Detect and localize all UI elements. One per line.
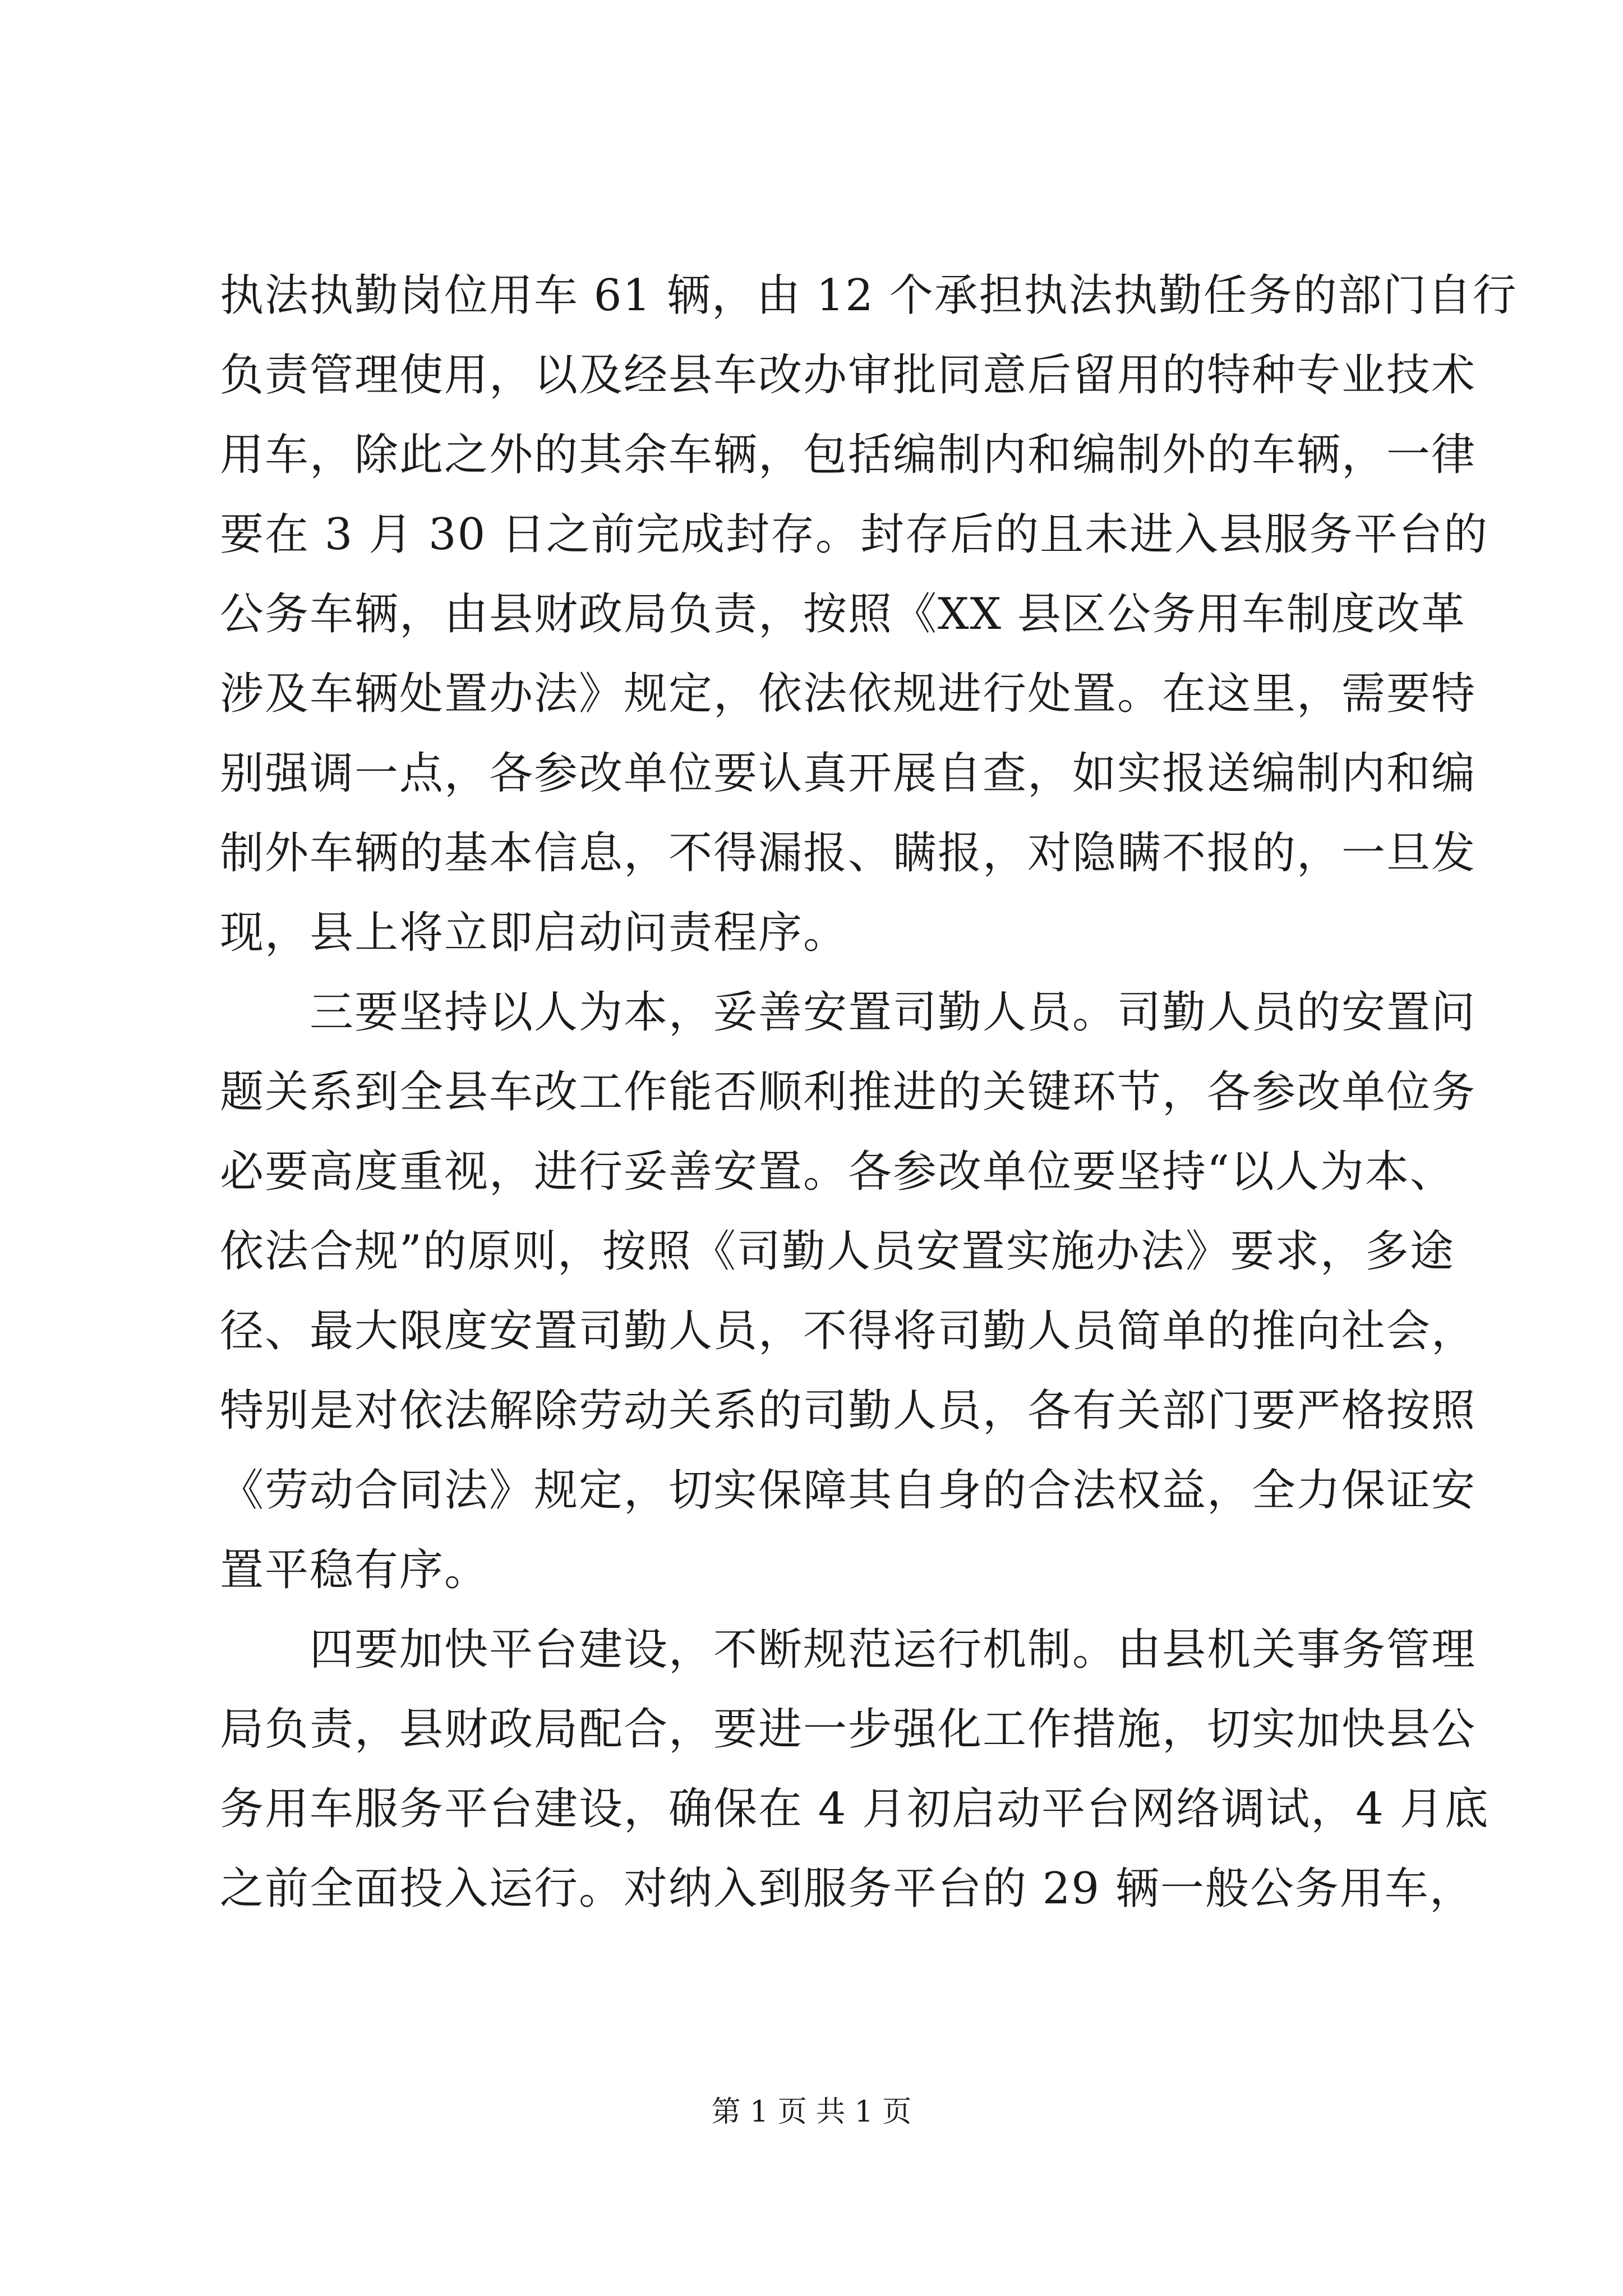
text-line: 之前全面投入运行。对纳入到服务平台的 29 辆一般公务用车， <box>220 1864 1474 1914</box>
text-line: 径、最大限度安置司勤人员，不得将司勤人员简单的推向社会， <box>220 1306 1477 1356</box>
text-line: 置平稳有序。 <box>220 1545 490 1595</box>
text-line: 别强调一点，各参改单位要认真开展自查，如实报送编制内和编 <box>220 748 1477 799</box>
text-line: 制外车辆的基本信息，不得漏报、瞒报，对隐瞒不报的，一旦发 <box>220 828 1477 878</box>
text-line: 现，县上将立即启动问责程序。 <box>220 908 849 958</box>
text-line: 题关系到全县车改工作能否顺利推进的关键环节，各参改单位务 <box>220 1067 1477 1117</box>
page-footer <box>0 2092 1623 2132</box>
text-line: 公务车辆，由县财政局负责，按照《XX 县区公务用车制度改革 <box>220 589 1466 639</box>
text-line: 务用车服务平台建设，确保在 4 月初启动平台网络调试，4 月底 <box>220 1784 1490 1834</box>
body-text <box>220 256 1518 1929</box>
text-line: 《劳动合同法》规定，切实保障其自身的合法权益，全力保证安 <box>220 1465 1477 1516</box>
text-line: 用车，除此之外的其余车辆，包括编制内和编制外的车辆，一律 <box>220 430 1477 480</box>
page-number-label: 第 1 页 共 1 页 <box>711 2095 912 2129</box>
text-line: 执法执勤岗位用车 61 辆，由 12 个承担执法执勤任务的部门自行 <box>220 270 1518 321</box>
text-line: 负责管理使用，以及经县车改办审批同意后留用的特种专业技术 <box>220 350 1477 401</box>
text-line: 局负责，县财政局配合，要进一步强化工作措施，切实加快县公 <box>220 1704 1477 1755</box>
text-line: 特别是对依法解除劳动关系的司勤人员，各有关部门要严格按照 <box>220 1386 1477 1436</box>
paragraph-start-line: 四要加快平台建设，不断规范运行机制。由县机关事务管理 <box>220 1625 1477 1675</box>
text-line: 涉及车辆处置办法》规定，依法依规进行处置。在这里，需要特 <box>220 669 1477 719</box>
paragraph-start-line: 三要坚持以人为本，妥善安置司勤人员。司勤人员的安置问 <box>220 987 1477 1038</box>
text-line: 必要高度重视，进行妥善安置。各参改单位要坚持“以人为本、 <box>220 1147 1455 1197</box>
text-line: 依法合规”的原则，按照《司勤人员安置实施办法》要求，多途 <box>220 1226 1455 1277</box>
text-line: 要在 3 月 30 日之前完成封存。封存后的且未进入县服务平台的 <box>220 509 1489 560</box>
